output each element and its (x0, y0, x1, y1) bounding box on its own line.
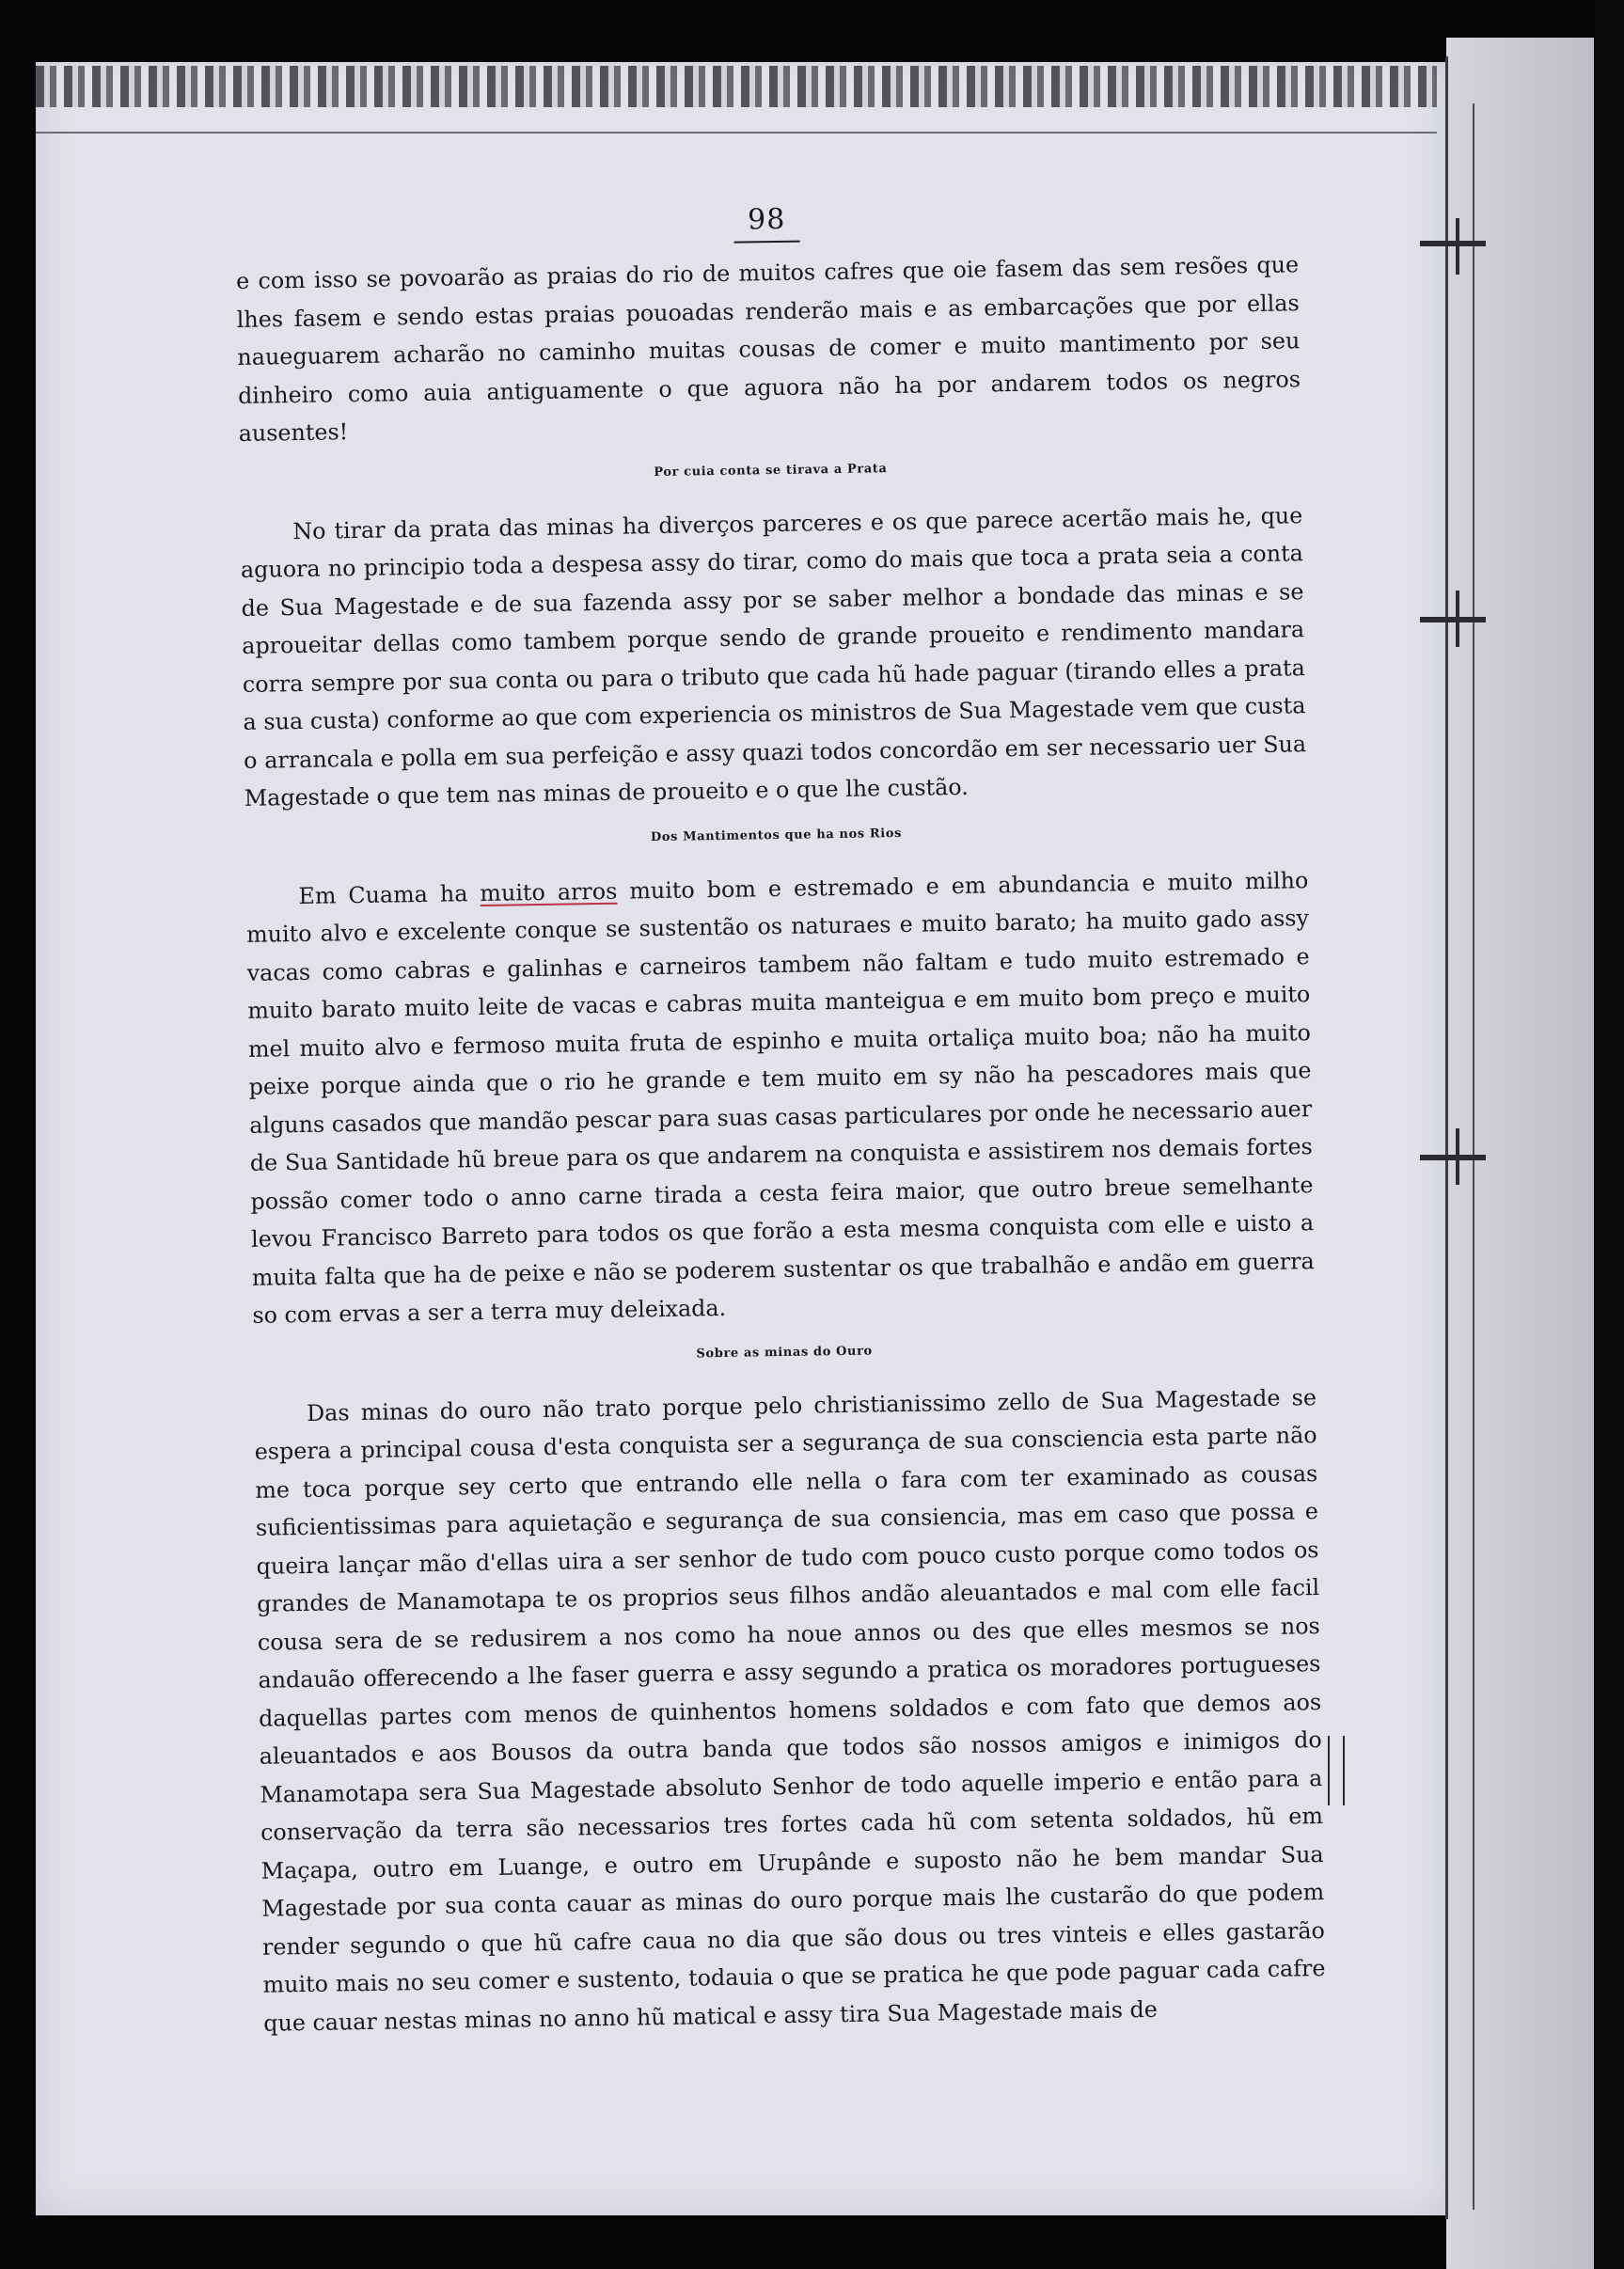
page-number: 98 (747, 202, 786, 237)
section-prata (239, 453, 1307, 818)
binding-staple (1420, 617, 1486, 622)
binding-staple (1456, 1128, 1459, 1185)
section-heading: Por cuia conta se tirava a Prata (654, 461, 888, 480)
scan-top-edge (36, 66, 1437, 107)
page-number-rule (734, 241, 800, 244)
paragraph: No tirar da prata das minas ha diverços parceres e os que parece acertão mais he, que aguora no principio toda a despesa assy do tirar, como do mais que toca a prata seia a conta de Sua Magestade e de sua fazenda assy por se saber melhor a bondade das minas e se aproueitar dellas como tambem porque sendo de grande proueito e rendimento mandara corra sempre por sua conta ou para o tributo que cada hũ hade paguar (tirando elles a prata a sua custa) conforme ao que com experiencia os ministros de Sua Magestade vem que custa o arrancala e polla em sua perfeição e assy quazi todos concordão em ser necessario uer Sua Magestade o que tem nas minas de proueito e o que lhe custão. (240, 501, 1307, 811)
paragraph: e com isso se povoarão as praias do rio de muitos cafres que oie fasem das sem resões que lhes fasem e sendo estas praias pouoadas renderão mais e as embarcações que por ellas naueguarem acharão no caminho muitas cousas de comer e muito mantimento por seu dinheiro como auia antiguamente o que aguora não ha por andarem todos os negros ausentes! (235, 251, 1301, 447)
page-content (235, 195, 1326, 2042)
paragraph: Das minas do ouro não trato porque pelo christianissimo zello de Sua Magestade se espera a principal cousa d'esta conquista ser a segurança de sua consciencia esta parte não me toca porque sey certo que entrando elle nella o fara com ter examinado as cousas suficientissimas para aquietação e segurança de sua consiencia, mas em caso que possa e queira lançar mão d'ellas uira a ser senhor de tudo com pouco custo porque como todos os grandes de Manamotapa te os proprios seus filhos andão aleuantados e mal com elle facil cousa sera de se redusirem a nos como ha noue annos ou des que elles mesmos se nos andauão offerecendo a lhe faser guerra e assy segundo a pratica os moradores portugueses daquellas partes com menos de quinhentos homens soldados e com fato que demos aos aleuantados e aos Bousos da outra banda que todos são nossos amigos e inimigos do Manamotapa sera Sua Magestade absoluto Senhor de todo aquelle imperio e então para a conservação da terra são necessarios tres fortes cada hũ com setenta soldados, hũ em Maçapa, outro em Luange, e outro em Urupânde e suposto não he bem mandar Sua Magestade por sua conta cauar as minas do ouro porque mais lhe custarão do que podem render segundo o que hũ cafre caua no dia que são dous ou tres vinteis e elles gastarão muito mais no seu comer e sustento, todauia o que se pratica he que pode paguar cada cafre que cauar nestas minas no anno hũ matical e assy tira Sua Magestade mais de (254, 1383, 1326, 2037)
binding-staple (1420, 1155, 1486, 1160)
scan-top-rule (36, 132, 1437, 134)
page-edge-line (1445, 56, 1448, 2219)
section-heading: Dos Mantimentos que ha nos Rios (650, 826, 903, 844)
section-mantimentos (244, 818, 1315, 1335)
scan-right-border (1594, 0, 1624, 2269)
section-heading: Sobre as minas do Ouro (696, 1344, 873, 1361)
binding-staple (1456, 591, 1459, 647)
binding-staple (1420, 241, 1486, 246)
section-intro (236, 245, 1301, 452)
section-ouro (253, 1335, 1326, 2042)
pen-underline: muito arros (480, 877, 618, 906)
paragraph: Em Cuama ha muito arros muito bom e estremado e em abundancia e muito milho muito alvo e excelente conque se sustentão os naturaes e muito barato; ha muito gado assy vacas como cabras e galinhas e carneiros tambem não faltam e tudo muito estremado e muito barato muito leite de vacas e cabras muita manteigua e em muito bom preço e muito mel muito alvo e fermoso muita fruta de espinho e muita ortaliça muito boa; não ha muito peixe porque ainda que o rio he grande e tem muito em sy não ha pescadores mais que alguns casados que mandão pescar para suas casas particulares por onde he necessario auer de Sua Santidade hũ breue para os que andarem na conquista e assistirem nos demais fortes possão comer todo o anno carne tirada a cesta feira maior, que outro breue semelhante levou Francisco Barreto para todos os que forão a esta mesma conquista com elle e uisto a muita falta que ha de peixe e não se poderem sustentar os que trabalhão e andão em guerra so com ervas a ser a terra muy deleixada. (245, 866, 1315, 1329)
binding-staple (1456, 218, 1459, 275)
margin-mark (1328, 1736, 1345, 1805)
